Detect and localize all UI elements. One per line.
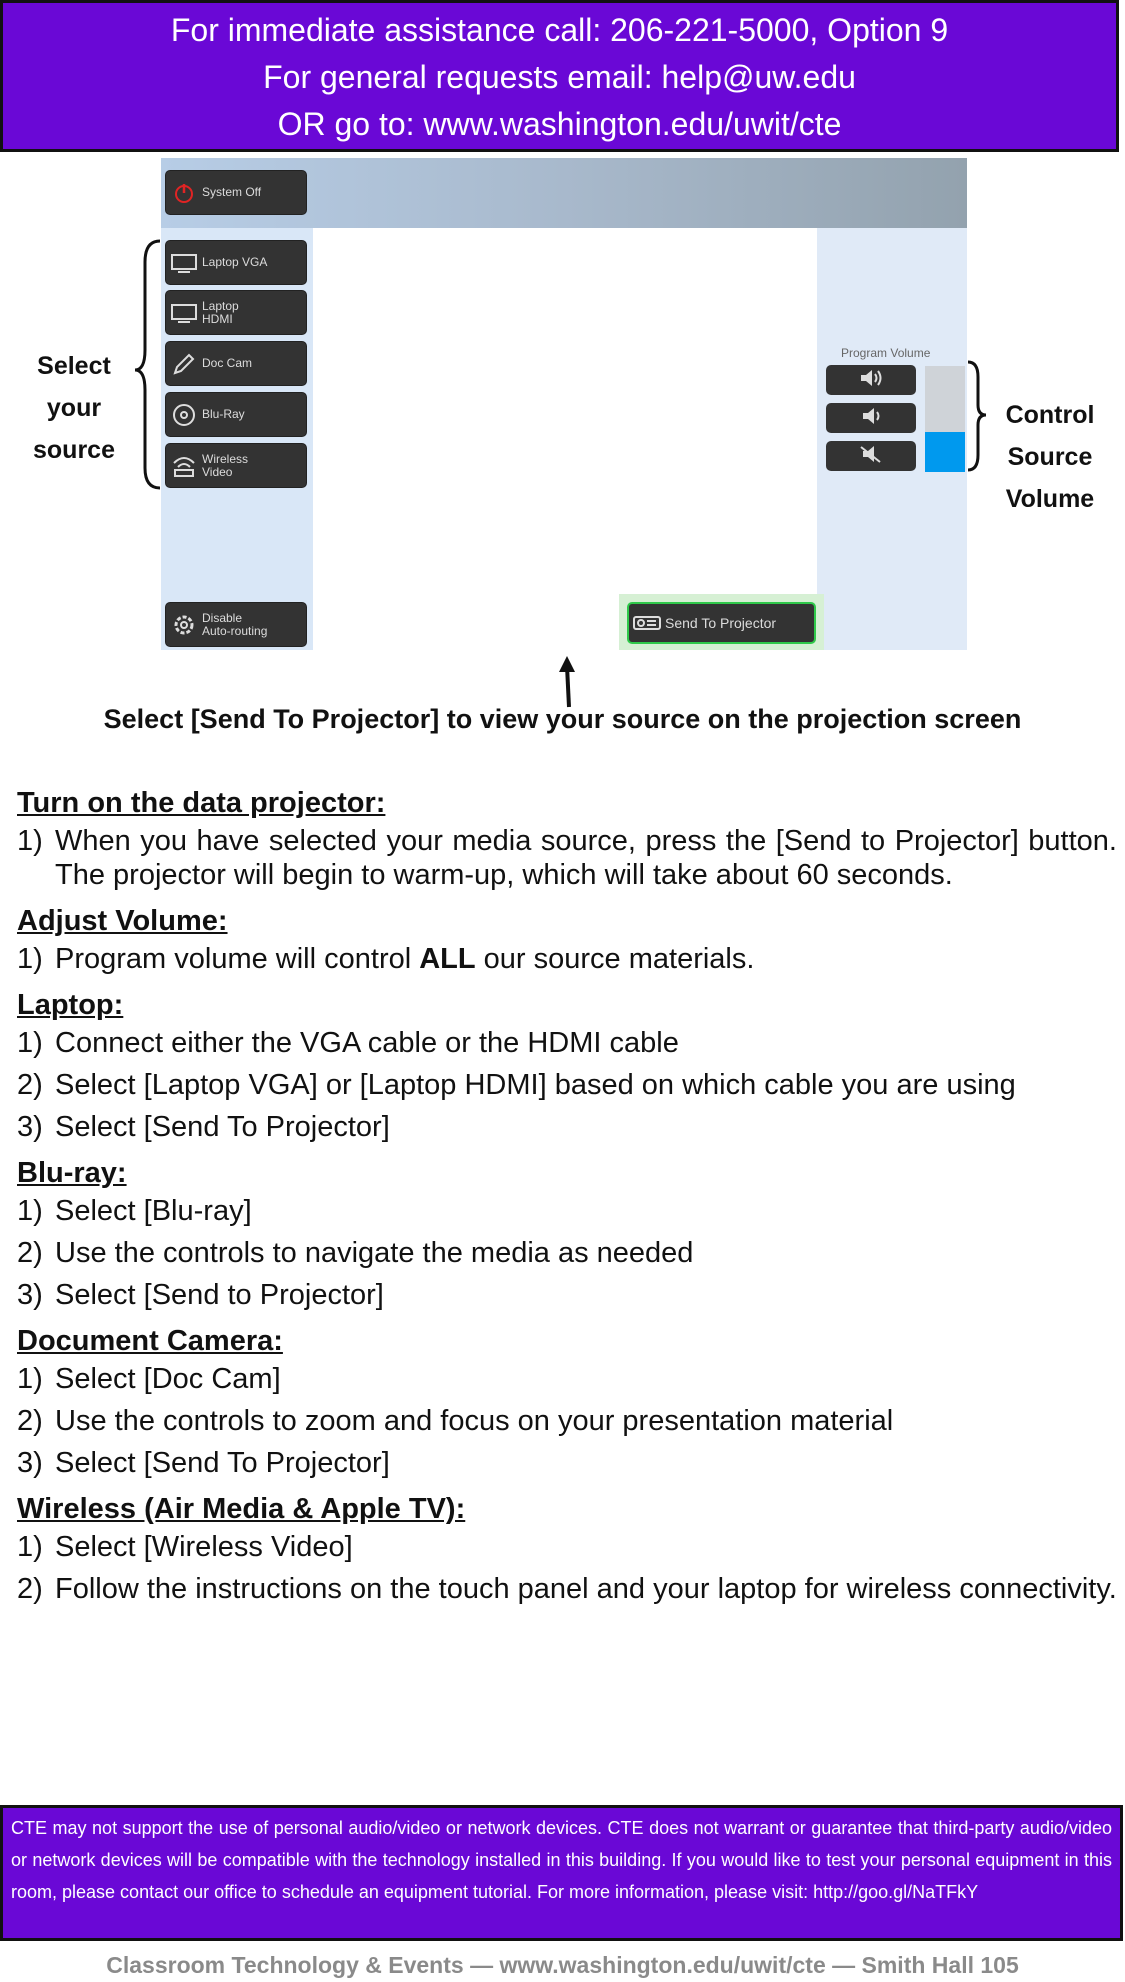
control-volume-label: Control Source Volume bbox=[1005, 401, 1095, 513]
list-item: 2) Select [Laptop VGA] or [Laptop HDMI] based on which cable you are using bbox=[17, 1069, 1016, 1101]
section-bluray bbox=[17, 1152, 1117, 1312]
program-volume-label: Program Volume bbox=[841, 346, 931, 360]
disable-autorouting-button[interactable]: Disable Auto-routing bbox=[165, 602, 307, 647]
send-to-projector-button[interactable]: Send To Projector bbox=[627, 602, 816, 644]
list-item: 1) When you have selected your media source, press the [Send to Projector] button. The projector will begin to warm-up, which will take about 60 seconds. bbox=[17, 825, 1117, 891]
right-brace bbox=[968, 362, 986, 470]
disclaimer-box: CTE may not support the use of personal audio/video or network devices. CTE does not warrant or guarantee that third-party audio/video or network devices will be compatible with the technology installed in this building. If you would like to test your personal equipment in this room, please contact our office to schedule an equipment tutorial. For more information, please visit: http://goo.gl/NaTFkY bbox=[0, 1805, 1123, 1941]
list-item: 3) Select [Send To Projector] bbox=[17, 1111, 390, 1143]
phone-line: For immediate assistance call: 206-221-5000, Option 9 bbox=[170, 12, 949, 48]
section-title: Adjust Volume: bbox=[17, 905, 228, 937]
section-volume bbox=[17, 900, 1117, 976]
list-item: 3) Select [Send To Projector] bbox=[17, 1447, 390, 1479]
section-title: Laptop: bbox=[17, 989, 124, 1021]
section-title: Document Camera: bbox=[17, 1325, 283, 1357]
section-laptop bbox=[17, 984, 1117, 1144]
list-item: 1) Select [Wireless Video] bbox=[17, 1531, 353, 1563]
section-projector bbox=[17, 782, 1117, 892]
list-item: 1) Select [Blu-ray] bbox=[17, 1195, 252, 1227]
section-title: Blu-ray: bbox=[17, 1157, 127, 1189]
source-button-laptop-hdmi[interactable]: Laptop HDMI bbox=[165, 290, 307, 335]
source-button-blu-ray[interactable]: Blu-Ray bbox=[165, 392, 307, 437]
list-item: 1) Connect either the VGA cable or the HDMI cable bbox=[17, 1027, 679, 1059]
source-button-laptop-vga[interactable]: Laptop VGA bbox=[165, 240, 307, 285]
list-item: 1) Program volume will control ALL our source materials. bbox=[17, 943, 755, 975]
instructions bbox=[17, 782, 1117, 1614]
left-brace bbox=[135, 241, 160, 488]
up-arrow-head bbox=[559, 656, 575, 672]
website-line: OR go to: www.washington.edu/uwit/cte bbox=[277, 106, 842, 142]
list-item: 2) Use the controls to zoom and focus on your presentation material bbox=[17, 1405, 894, 1437]
section-title: Turn on the data projector: bbox=[17, 787, 386, 819]
send-to-projector-caption: Select [Send To Projector] to view your source on the projection screen bbox=[103, 704, 1022, 734]
list-item: 1) Select [Doc Cam] bbox=[17, 1363, 281, 1395]
list-item: 2) Follow the instructions on the touch panel and your laptop for wireless connectivity. bbox=[17, 1573, 1117, 1605]
source-button-doc-cam[interactable]: Doc Cam bbox=[165, 341, 307, 386]
section-wireless bbox=[17, 1488, 1117, 1606]
list-item: 3) Select [Send to Projector] bbox=[17, 1279, 384, 1311]
select-source-label: Select your source bbox=[33, 352, 115, 464]
footer-contact-line: Classroom Technology & Events — www.washington.edu/uwit/cte — Smith Hall 105 bbox=[106, 1952, 1019, 1978]
system-off-button[interactable]: System Off bbox=[165, 170, 307, 215]
email-line: For general requests email: help@uw.edu bbox=[263, 59, 856, 95]
source-button-wireless-video[interactable]: Wireless Video bbox=[165, 443, 307, 488]
up-arrow-line bbox=[567, 666, 569, 707]
section-doccam bbox=[17, 1320, 1117, 1480]
section-title: Wireless (Air Media & Apple TV): bbox=[17, 1493, 466, 1525]
annotation-overlay bbox=[0, 0, 1125, 760]
list-item: 2) Use the controls to navigate the media as needed bbox=[17, 1237, 694, 1269]
